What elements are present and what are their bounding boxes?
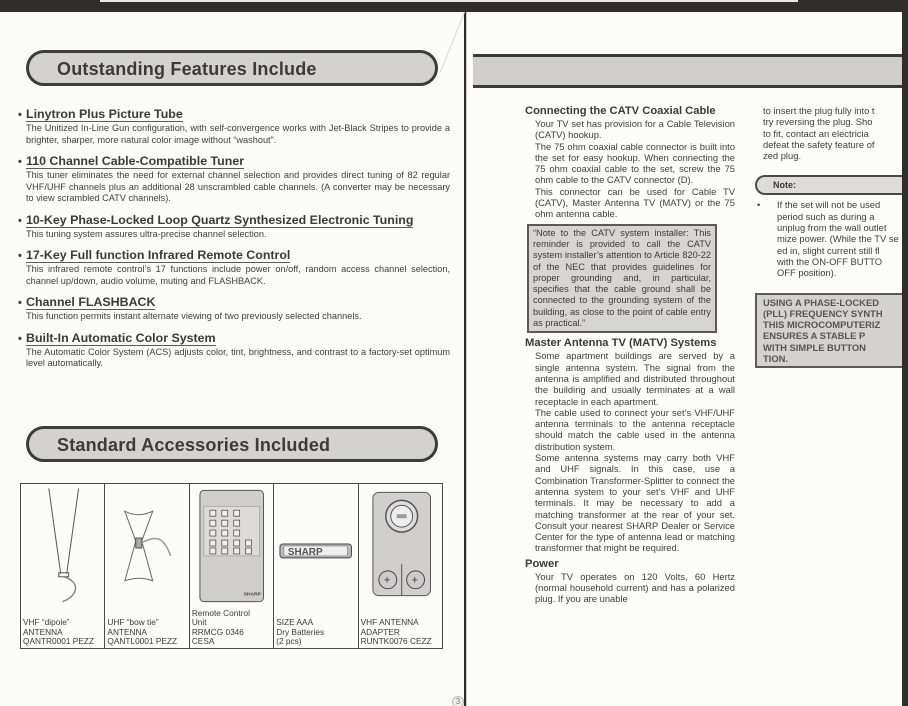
feature-item: • 110 Channel Cable-Compatible Tuner This tuner eliminates the need for external channel selection and provides direct tuning of 82 regular VHF/UHF channels plus an additional 28 unscrambled cable channels. (A converter may be necessary to view scrambled CATV channels). — [18, 154, 450, 203]
note-bullet: • If the set will not be used period such as during a unplug from the wall outlet mize power. (While the TV se ed in, slight current still fl with the ON-OFF BUTTO OFF position). — [757, 199, 899, 279]
remote-control-icon — [190, 486, 273, 604]
right-column-2 — [757, 105, 902, 368]
accessory-label: UHF “bow tie” ANTENNA QANTL0001 PEZZ — [107, 617, 178, 647]
features-heading — [26, 50, 438, 86]
feature-desc: The Automatic Color System (ACS) adjusts color, tint, brightness, and contrast to a factory-set optimum level automatically. — [26, 346, 450, 368]
feature-item: • Built-In Automatic Color System The Automatic Color System (ACS) adjusts color, tint, brightness, and contrast to a factory-set optimum level automatically. — [18, 330, 450, 368]
accessories-heading — [26, 426, 438, 462]
header-band — [473, 54, 902, 88]
right-page — [466, 12, 902, 706]
power-continued: to insert the plug fully into t try reversing the plug. Sho to fit, contact an electricia defeat the safety feature of zed plug. — [763, 105, 875, 162]
svg-text:SHARP: SHARP — [288, 546, 323, 558]
feature-item: • 17-Key Full function Infrared Remote Control This infrared remote control’s 17 functions include power on/off, random access channel selection, channel up/down, audio volume, muting and FLASHBACK. — [18, 248, 450, 286]
bowtie-antenna-icon — [105, 486, 188, 604]
svg-text:SHARP: SHARP — [243, 592, 261, 598]
accessory-cell — [274, 484, 358, 648]
antenna-adapter-icon — [359, 486, 442, 604]
feature-title: Linytron Plus Picture Tube — [26, 107, 183, 121]
feature-item: • Linytron Plus Picture Tube The Unitized In-Line Gun configuration, with self-convergence works with Jet-Black Stripes to provide a brighter, sharper, more natural color image without “washout”. — [18, 107, 450, 145]
dipole-antenna-icon — [21, 486, 104, 604]
catv-para: The 75 ohm coaxial cable connector is built into the set for easy hookup. When connecting the 75 ohm coaxial cable to the set, screw the 75 ohm cable to the CATV connector (D). — [535, 140, 735, 186]
feature-title: 110 Channel Cable-Compatible Tuner — [26, 154, 245, 168]
feature-title: Channel FLASHBACK — [26, 295, 156, 309]
battery-icon — [274, 486, 357, 604]
top-strip — [100, 0, 798, 2]
accessory-cell — [105, 484, 189, 648]
matv-para: Some apartment buildings are served by a single antenna system. The signal from the antenna is amplified and distributed throughout the building and usually terminates at a wall receptacle in each apartment. — [535, 350, 735, 407]
accessory-label: SIZE AAA Dry Batteries (2 pcs) — [276, 617, 325, 647]
catv-para: This connector can be used for Cable TV (CATV), Master Antenna TV (MATV) or the 75 ohm antenna cable. — [535, 185, 735, 220]
accessory-label: VHF ANTENNA ADAPTER RUNTK0076 CEZZ — [360, 617, 432, 647]
feature-title: 17-Key Full function Infrared Remote Control — [26, 248, 291, 262]
viewer-top-bar — [0, 0, 908, 12]
accessory-cell — [359, 484, 442, 648]
feature-desc: This tuning system assures ultra-precise channel selection. — [26, 228, 267, 239]
feature-title: Built-In Automatic Color System — [26, 330, 216, 345]
accessory-label: VHF “dipole” ANTENNA QANTR0001 PEZZ — [23, 617, 95, 647]
features-list — [18, 107, 450, 378]
feature-desc: This infrared remote control’s 17 functions include power on/off, random access channel selection, channel up/down, audio volume, muting and FLASHBACK. — [26, 264, 450, 286]
matv-para: Some antenna systems may carry both VHF and UHF signals. In this case, use a Combination Transformer-Splitter to connect the antenna system to your set’s VHF and UHF terminals. It may be necessary to add a matching transformer at the rear of your set. Consult your nearest SHARP Dealer or Service Center for the type of antenna lead or matching transformer that might be required. — [535, 452, 735, 554]
feature-desc: This tuner eliminates the need for external channel selection and provides direct tuning of 82 regular VHF/UHF channels plus an additional 28 unscrambled cable channels. (A converter may be necessary to view scrambled CATV channels). — [26, 170, 450, 203]
feature-title: 10-Key Phase-Locked Loop Quartz Synthesized Electronic Tuning — [26, 212, 414, 227]
feature-desc: This function permits instant alternate viewing of two previously selected channels. — [26, 311, 362, 321]
page-number: 3 — [452, 696, 464, 706]
matv-title: Master Antenna TV (MATV) Systems — [525, 337, 717, 350]
right-column-1 — [525, 105, 735, 605]
features-heading-text: Outstanding Features Include — [57, 59, 317, 79]
feature-item: • Channel FLASHBACK This function permits instant alternate viewing of two previously selected channels. — [18, 295, 450, 323]
catv-installer-note: “Note to the CATV system installer: This reminder is provided to call the CATV system installer’s attention to Article 820-22 of the NEC that provides guidelines for proper grounding and, in particular, specifies that the cable ground shall be connected to the grounding system of the building, as close to the point of cable entry as practical.” — [527, 224, 717, 334]
catv-para: Your TV set has provision for a Cable Television (CATV) hookup. — [535, 118, 735, 141]
power-title: Power — [525, 557, 559, 570]
pll-info-box: USING A PHASE-LOCKED (PLL) FREQUENCY SYNTH THIS MICROCOMPUTERIZ ENSURES A STABLE P WITH SIMPLE BUTTON TION. — [755, 293, 902, 369]
power-para: Your TV operates on 120 Volts, 60 Hertz (normal household current) and has a polarized plug. If you are unable — [535, 570, 735, 605]
note-label: Note: — [755, 175, 902, 195]
accessories-table — [20, 483, 443, 649]
feature-item: • 10-Key Phase-Locked Loop Quartz Synthesized Electronic Tuning This tuning system assures ultra-precise channel selection. — [18, 213, 450, 241]
accessories-heading-text: Standard Accessories Included — [57, 435, 331, 455]
viewer-right-edge — [902, 12, 908, 706]
matv-para: The cable used to connect your set’s VHF/UHF antenna terminals to the antenna receptacle should match the cable used in the antenna distribution system. — [535, 406, 735, 452]
left-page — [0, 12, 464, 706]
accessory-cell — [21, 484, 105, 648]
svg-text:+: + — [411, 574, 418, 587]
catv-title: Connecting the CATV Coaxial Cable — [525, 105, 716, 117]
feature-desc: The Unitized In-Line Gun configuration, with self-convergence works with Jet-Black Stripes to provide a brighter, sharper, more natural color image without “washout”. — [26, 123, 450, 145]
accessory-label: Remote Control Unit RRMCG 0346 CESA — [191, 607, 250, 647]
svg-text:+: + — [383, 574, 390, 587]
accessory-cell — [190, 484, 274, 648]
